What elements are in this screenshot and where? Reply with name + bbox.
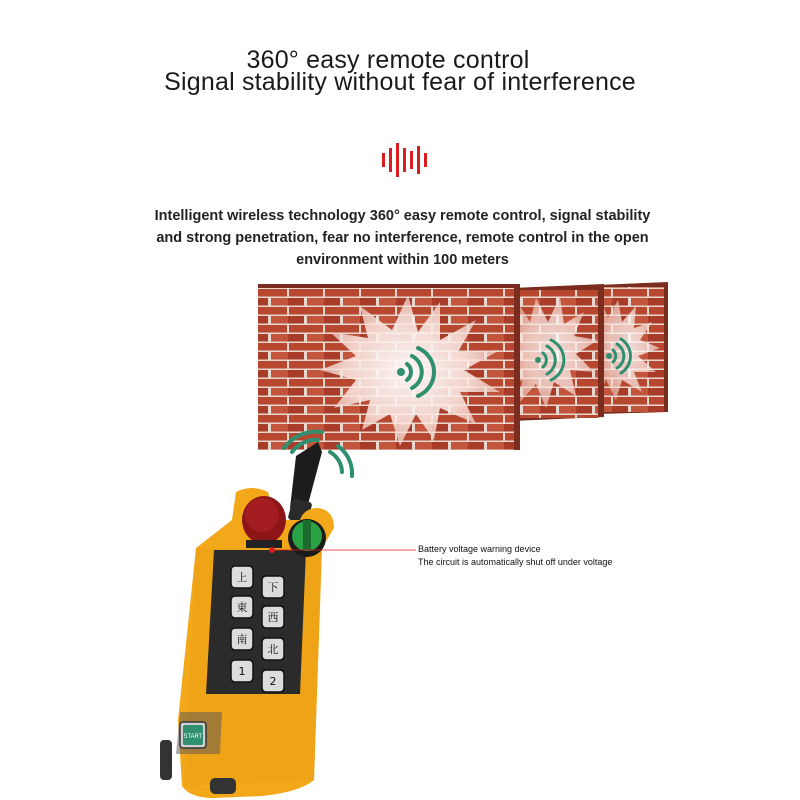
remote-button <box>262 576 284 598</box>
remote-button-label: 北 <box>267 643 279 656</box>
headline-line2: Signal stability without fear of interference <box>164 68 636 96</box>
remote-button-label: 西 <box>267 611 279 624</box>
remote-button <box>231 596 253 618</box>
remote-button <box>231 628 253 650</box>
start-label: START <box>183 734 203 740</box>
remote-button-label: 東 <box>236 601 248 614</box>
power-key-switch <box>288 519 326 557</box>
description-text: Intelligent wireless technology 360° easy remote control, signal stability and strong penetration, fear no interference, remote control in the open environment within 100 meters <box>154 208 651 268</box>
remote-button-label: 2 <box>269 675 277 688</box>
remote-button-label: 上 <box>236 571 248 584</box>
remote-button <box>262 606 284 628</box>
clip-left <box>160 740 172 780</box>
remote-button <box>262 638 284 660</box>
battery-warning-led <box>269 547 275 553</box>
remote-button-label: 1 <box>238 665 246 678</box>
callout-title: Battery voltage warning device <box>418 544 541 554</box>
remote-button-label: 下 <box>267 581 279 594</box>
emergency-stop-button <box>242 496 286 548</box>
headline-line1: 360° easy remote control <box>246 46 530 74</box>
remote-button <box>262 670 284 692</box>
remote-button <box>231 660 253 682</box>
remote-button-label: 南 <box>236 633 248 646</box>
remote-button <box>231 566 253 588</box>
callout-subtitle: The circuit is automatically shut off under voltage <box>418 557 613 567</box>
start-button <box>180 722 206 748</box>
clip-bottom <box>210 778 236 794</box>
